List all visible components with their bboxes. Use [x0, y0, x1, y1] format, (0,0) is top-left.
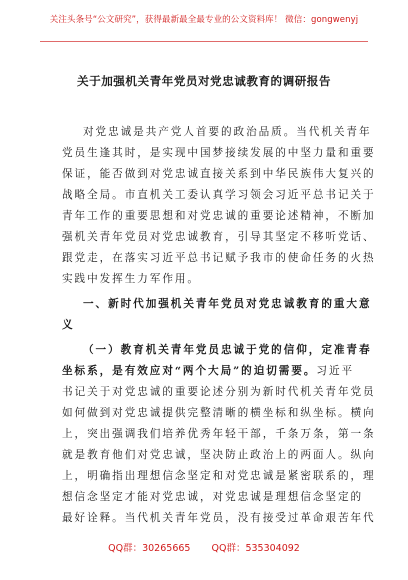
footer	[0, 540, 408, 554]
header-divider	[40, 41, 368, 42]
intro-line: 战略全局。市直机关工委认真学习领会习近平总书记关于	[62, 189, 376, 201]
subsection-heading-line	[62, 363, 354, 378]
body-line: 如何做到对党忠诚提供完整清晰的横坐标和纵坐标。横向	[62, 407, 376, 419]
body-line: 上，明确指出理想信念坚定和对党忠诚是紧密联系的，理	[62, 470, 376, 482]
document-title: 关于加强机关青年党员对党忠诚教育的调研报告	[77, 74, 331, 88]
intro-line: 党员生逢其时，是实现中国梦接续发展的中坚力量和重要	[62, 147, 376, 159]
body-line: 最好诠释。当代机关青年党员，没有接受过革命艰苦年代	[62, 512, 376, 524]
body-line: 想信念坚定才能对党忠诚，对党忠诚是理想信念坚定的	[62, 491, 364, 503]
intro-line: 青年工作的重要思想和对党忠诚的重要论述精神，不断加	[62, 210, 376, 222]
intro-line: 对党忠诚是共产党人首要的政治品质。当代机关青年	[83, 126, 372, 138]
subsection-heading-tail: 坐标系，是有效应对“两个大局”的迫切需要。	[62, 365, 317, 377]
body-line: 上，突出强调我们培养优秀年轻干部，千条万条，第一条	[62, 428, 376, 440]
header-note: 关注头条号“公文研究”，获得最新最全最专业的公文资料库！ 微信：gongwenyj	[49, 15, 359, 25]
footer-qq-group-1: QQ群：30265665	[108, 543, 191, 554]
body-line: 书记关于对党忠诚的重要论述分别为新时代机关青年党员	[62, 386, 376, 398]
footer-qq-group-2: QQ群：535304092	[211, 543, 300, 554]
subsection-heading: （一）教育机关青年党员忠诚于党的信仰，定准青春	[83, 344, 372, 356]
intro-line: 跟党走，在落实习近平总书记赋予我市的使命任务的火热	[62, 252, 376, 264]
intro-line: 强机关青年党员对党忠诚教育，引导其坚定不移听党话、	[62, 231, 376, 243]
section-heading: 一、新时代加强机关青年党员对党忠诚教育的重大意	[83, 298, 372, 310]
intro-line: 实践中发挥生力军作用。	[62, 273, 200, 285]
section-heading: 义	[62, 319, 75, 331]
body-text: 习近平	[316, 365, 355, 377]
body-line: 就是教育他们对党忠诚，坚决防止政治上的两面人。纵向	[62, 449, 376, 461]
intro-line: 保证，能否做到对党忠诚直接关系到中华民族伟大复兴的	[62, 168, 376, 180]
